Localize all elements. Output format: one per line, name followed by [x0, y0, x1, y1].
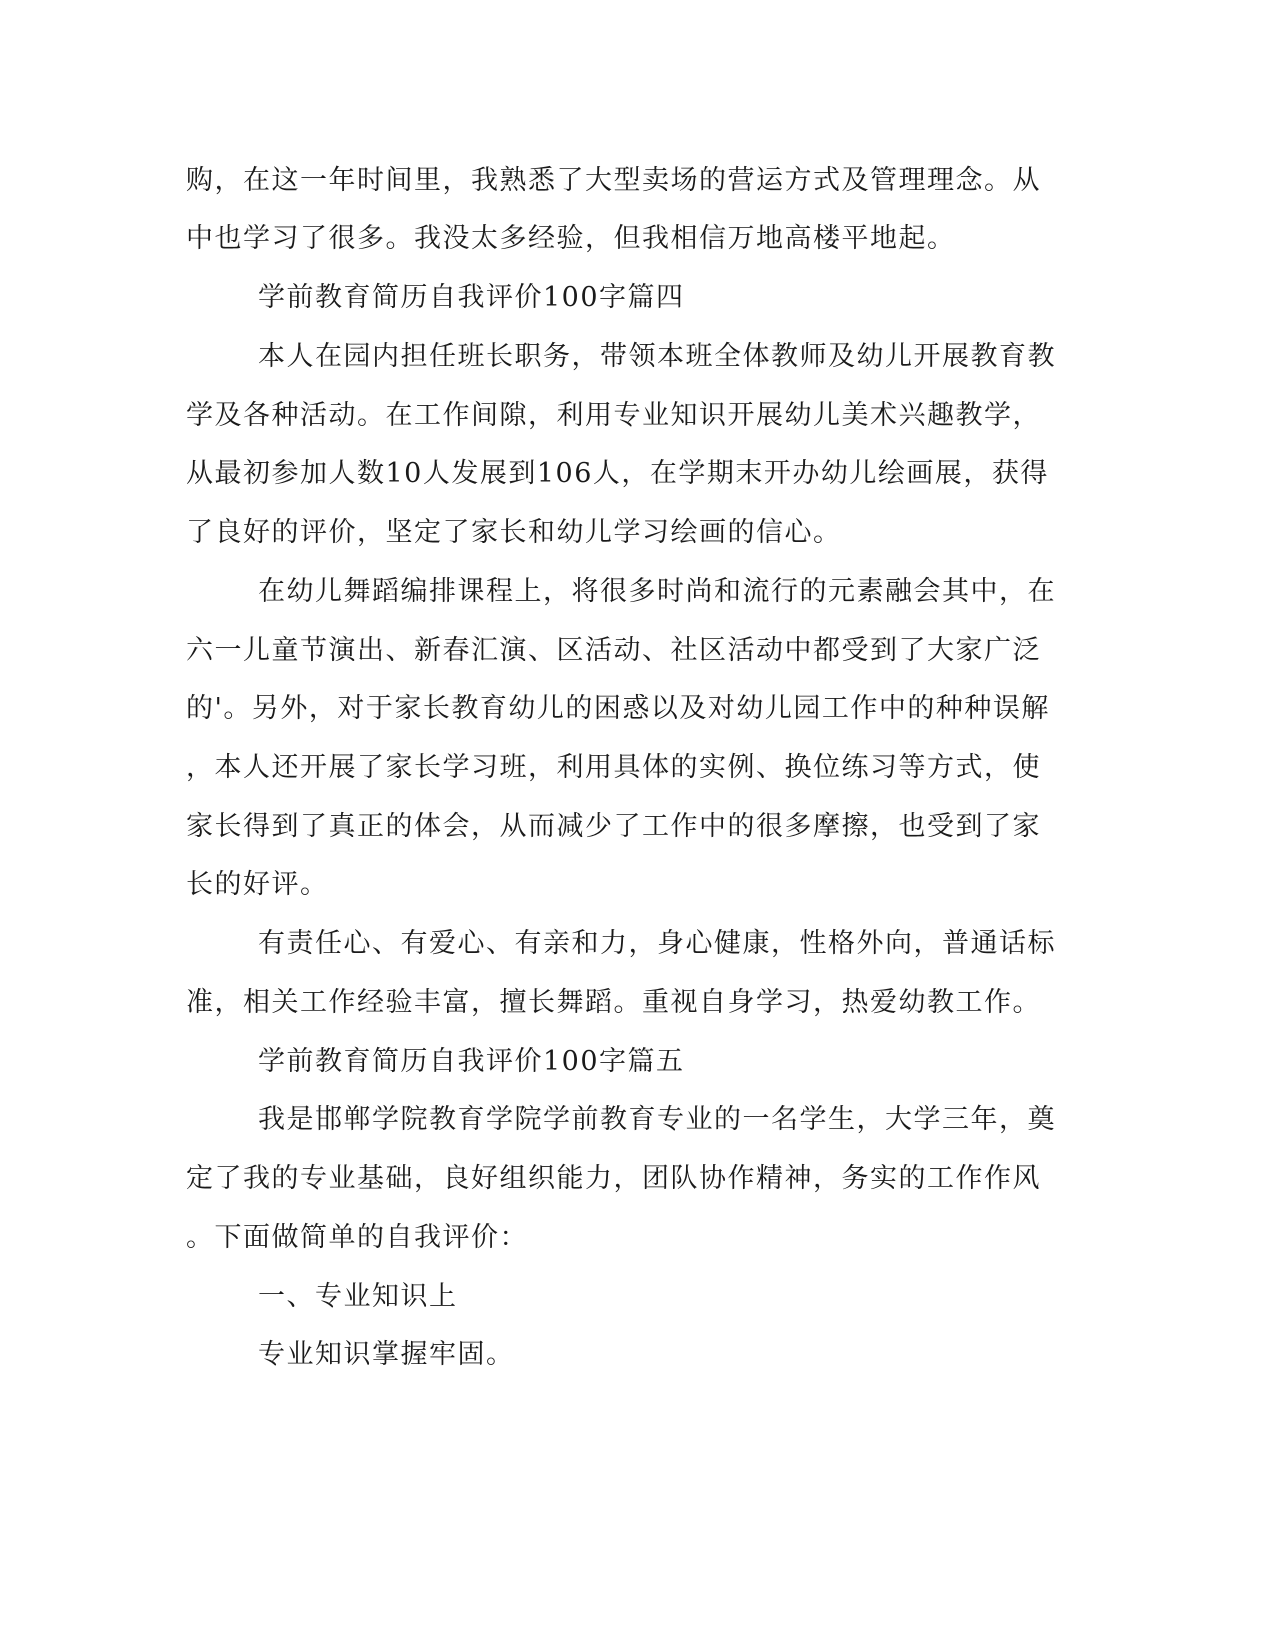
text-line: 从最初参加人数10人发展到106人，在学期末开办幼儿绘画展，获得: [186, 458, 1049, 489]
section-heading: 学前教育简历自我评价100字篇五: [258, 1046, 685, 1077]
paragraph-start: 本人在园内担任班长职务，带领本班全体教师及幼儿开展教育教: [258, 341, 1056, 372]
text-line: 长的好评。: [186, 869, 329, 900]
text-line: 学及各种活动。在工作间隙，利用专业知识开展幼儿美术兴趣教学，: [186, 400, 1041, 431]
paragraph-start: 在幼儿舞蹈编排课程上，将很多时尚和流行的元素融会其中，在: [258, 576, 1056, 607]
section-heading: 学前教育简历自我评价100字篇四: [258, 282, 685, 313]
text-line: 的'。另外，对于家长教育幼儿的困惑以及对幼儿园工作中的种种误解: [186, 693, 1050, 724]
text-line: 中也学习了很多。我没太多经验，但我相信万地高楼平地起。: [186, 223, 956, 254]
text-line: ，本人还开展了家长学习班，利用具体的实例、换位练习等方式，使: [186, 752, 1041, 783]
paragraph-start: 专业知识掌握牢固。: [258, 1339, 515, 1370]
text-line: 。下面做简单的自我评价：: [186, 1222, 528, 1253]
text-line: 家长得到了真正的体会，从而减少了工作中的很多摩擦，也受到了家: [186, 811, 1041, 842]
paragraph-start: 我是邯郸学院教育学院学前教育专业的一名学生，大学三年，奠: [258, 1104, 1056, 1135]
text-line: 定了我的专业基础，良好组织能力，团队协作精神，务实的工作作风: [186, 1163, 1041, 1194]
paragraph-start: 有责任心、有爱心、有亲和力，身心健康，性格外向，普通话标: [258, 928, 1056, 959]
text-line: 购，在这一年时间里，我熟悉了大型卖场的营运方式及管理理念。从: [186, 165, 1041, 196]
subheading: 一、专业知识上: [258, 1281, 458, 1312]
text-line: 准，相关工作经验丰富，擅长舞蹈。重视自身学习，热爱幼教工作。: [186, 987, 1041, 1018]
text-line: 六一儿童节演出、新春汇演、区活动、社区活动中都受到了大家广泛: [186, 635, 1041, 666]
text-line: 了良好的评价，坚定了家长和幼儿学习绘画的信心。: [186, 517, 842, 548]
